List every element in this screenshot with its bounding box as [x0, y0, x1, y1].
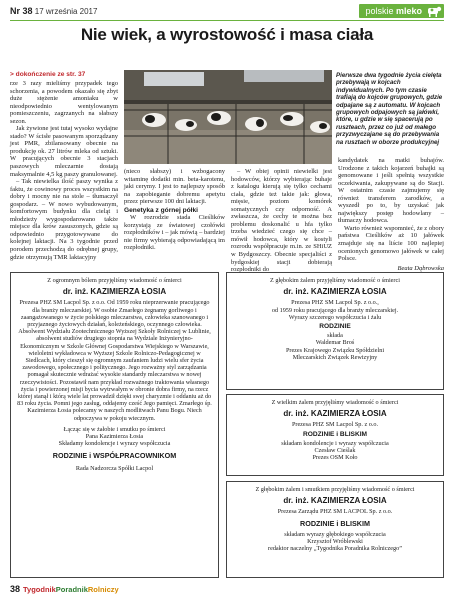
- subheading: Genetyka z górnej półki: [124, 206, 199, 214]
- obituary-lead: Z ogromnym bólem przyjęliśmy wiadomość o śmierci: [47, 277, 182, 284]
- paragraph: – W obiej opinii niewielki jest hodowców, którzy wybierając buhaje z katalogu kierują się tylko cechami ciała, gdzie też takie jak: głowa, mięsie, poziom komórek somatycznych czy odporność. A zwłaszcza, że cechy te można bez problemu doskonalić u hfa tylko trzeba wiedzieć czego się chce – mówił hodowca, który w kostyli rozrodu współpracuje m.in. ze SHiUZ w Bydgoszczy. Obecnie specjaliści z bydgoskiej stacji dobierają rozpłodniki do: [231, 168, 332, 274]
- article-column-1: [10, 80, 118, 261]
- obituary-lead: Z głębokim żalem przyjęliśmy wiadomość o śmierci: [270, 277, 400, 284]
- obituary-line: Czesław Cieślak: [314, 447, 356, 455]
- cow-icon: [426, 4, 442, 18]
- obituary-line: Prezes Krajowego Związku Spółdzielni: [285, 346, 385, 354]
- page-number: 38: [10, 584, 21, 594]
- obituary-line: Prezesa PHZ SM Lacpol Sp. z o.o.,: [291, 299, 379, 307]
- paragraph: Warto również wspomnieć, że z obory państwa Cieślików aż 10 jałówek zmajduje się na liście 100 najlepiej ocenionych genomowo jałówek w całej Polsce.: [338, 224, 444, 263]
- page-footer: [10, 584, 119, 594]
- obituary-line: składam wyrazy głębokiego współczucia: [284, 530, 386, 538]
- header-rule: [10, 20, 444, 21]
- photo-caption: Pierwsze dwa tygodnie życia cielęta przebywają w kojcach indywidualnych. Po tym czasie trafiają do kojców grupowych, gdzie odpajane są z automatu. W kojcach grupowych odpajowych są jałówki, które, u gdzie w się spacerują po ruszteach, przez co już od małego przyzwyczajane są do przebywania na rusztach w oborze produkcyjnej: [336, 72, 443, 146]
- paragraph: rze 3 razy mieliśmy przypadek tego schorzenia, a powodem okazało się zbyt duże stężenie amoniaku w nieodpowiednio wentylowanym pomieszczeniu, zagrzanych na słabszy sezon.: [10, 80, 118, 125]
- obituary-line: od 1959 roku pracującego dla branży mleczarskiej.: [271, 306, 399, 314]
- obituary-closing: Łącząc się w żałobie i smutku po śmierci: [63, 425, 166, 433]
- footer-brand-part: Tygodnik: [23, 585, 56, 594]
- obituary-closing: Pana Kazimierza Łosia: [85, 433, 144, 441]
- article-headline: Nie wiek, a wyrostowość i masa ciała: [80, 25, 374, 44]
- page-header: [10, 3, 444, 21]
- issue-number: Nr 38: [10, 6, 33, 16]
- obituary-lead: Z głębokim żalem i smutkiem przyjęliśmy wiadomość o śmierci: [255, 486, 415, 493]
- obituary-line: Prezes OSM Koło: [312, 454, 358, 462]
- obituary-addressee: RODZINIE: [319, 323, 351, 331]
- obituary-signature: Rada Nadzorcza Spółki Lacpol: [75, 464, 154, 472]
- obituary-line: składa: [327, 332, 343, 340]
- continuation-note: > dokończenie ze str. 37: [10, 71, 86, 78]
- obituary-body: Prezesa PHZ SM Lacpol Sp. z o.o. Od 1959 roku nieprzerwanie pracującego dla branży mleczarskiej. W osobie Zmarłego żegnamy gorliwego i zaangażowanego w życie polskiego mleczarstwa, człowieka szanowanego i przyjaznego życiowych działań, koleżeńskiego, oczynnego człowieka. Absolwent Wydziału Zootechnicznego Wyższej Szkoły Rolniczej w Lublinie, absolwent studiów drugiego stopnia na Wydziale Inżynieryjno-Ekonomicznym w Szkole Głównej Gospodarstwa Wiejskiego w Warszawie, wieloletni wykładowca w Wyższej Szkole Rolniczo-Pedagogicznej w Siedlcach, który cieszył się ogromnym zaufaniem ludzi wielu sfer życia zawodowego, społecznego i politycznego. Jego rozważny styl zarządzania pomagał skutecznie wdrażać wysokie standardy mleczarstwa w nowej rzeczywistości. Pozostawił nam przykład rozważnego traktowania własnego życia i powierzonej misji bycia wytrwałym w obronie dobra firmy, na rzecz której stanął i którą wiele lat prowadził dzięki swej charyzmie i oddaniu aż do 83 roku życia. Pomni jego zasług, oddajemy cześć Jego pamięci. Zmarłego śp. Kazimierza Łosia polecamy w naszych modlitwach Panu Bogu. Niech odpoczywa w pokoju wiecznym.: [17, 299, 212, 422]
- obituary-box-tpr: [226, 481, 444, 578]
- obituary-line: składam kondolencje i wyrazy współczucia: [281, 439, 389, 447]
- obituary-closing: Składamy kondolencje i wyrazy współczucia: [58, 440, 171, 448]
- obituary-box-kzsm: [226, 272, 444, 390]
- author-signature: Beata Dąbrowska: [397, 264, 444, 272]
- obituary-addressee: RODZINIE i BLISKIM: [302, 430, 368, 438]
- footer-brand-part: Rolniczy: [87, 585, 119, 594]
- obituary-line: Prezesa PHZ SM Lacpol Sp. z o.o.: [291, 421, 379, 429]
- obituary-line: Mleczarskich Związek Rewizyjny: [292, 353, 378, 361]
- obituary-lead: Z wielkim żalem przyjęliśmy wiadomość o śmierci: [271, 399, 399, 406]
- obituary-line: Wyrazy szczerego współczucia i żalu: [288, 313, 382, 321]
- obituary-name: dr. inż. KAZIMIERZA ŁOSIA: [283, 287, 387, 297]
- section-word-polskie: polskie: [365, 6, 394, 16]
- obituary-line: Prezesa Zarządu PHZ SM LACPOL Sp. z o.o.: [277, 508, 393, 516]
- obituary-box-lacpol-board: [10, 272, 219, 578]
- paragraph: W rozrodzie stada Cieślików korzystają ze światowej czołówki rozpłodników i – jak mówią – bardziej nie firmy wybierają odpowiadającą im rozpłodniki.: [124, 214, 225, 252]
- obituary-addressee: RODZINIE i WSPÓŁPRACOWNIKOM: [52, 451, 177, 461]
- obituary-name: dr. inż. KAZIMIERZA ŁOSIA: [283, 409, 387, 419]
- issue-info: [10, 6, 97, 16]
- barn-photo-graphic: [124, 70, 332, 164]
- obituary-name: dr. inż. KAZIMIERZA ŁOSIA: [283, 496, 387, 506]
- obituary-line: redaktor naczelny „Tygodnika Poradnika Rolniczego”: [268, 545, 402, 553]
- paragraph: (nieco słabszy) i wzbogacony witaminę dodatki min. beta-karotenu, jaki cerymy. I jest to najlepszy sposób na zapobieganie dobremu apetytu przez pierwsze 100 dni laktacji.: [124, 168, 225, 206]
- issue-date: 17 września 2017: [34, 7, 98, 16]
- article-photo-calves: [124, 70, 332, 164]
- obituary-line: Waldemar Broś: [315, 339, 355, 347]
- article-column-4: [338, 157, 444, 272]
- paragraph: kandydatek na matki buhajów. Urodzone z takich kojarzeń buhajki są genomowane i jeśli spełnią wszystkie oczekiwania, zakupywane są do Stacji. W ostatnim czasie zajmujemy się również transferem zarodków, a wyszedł po to, by uzyskać jak największy postęp hodowlany – tłumaczy hodowca.: [338, 157, 444, 225]
- obituary-line: Krzysztof Wróblewski: [307, 538, 363, 546]
- article-column-2: [124, 168, 225, 252]
- obituary-name: dr. inż. KAZIMIERZA ŁOSIA: [62, 287, 167, 297]
- paragraph: – Tak niewielka ilość paszy wynika z faktu, że cowinowy proces wszystkim na dobry i mocny nie na stole – tłumaczył gospodarz. – W nowo wybudowanym, komfortowym budynku dla cieląt i młodzieży wygospodarowano także miejsce dla krów zasuszonych, gdzie są odpowiednio przygotowywane do kolejnej laktacji. Na 3 tygodnie przed porodem przechodzą do odrębnej grupy, gdzie otrzymują TMR laktacyjny: [10, 178, 118, 261]
- paragraph: Jak żywione jest tutaj wysoko wydajne stado? W ścisłe pasowanym sporządzany jest PMR, zbilansowany obecnie na produkcję ok. 27 litrów mleka od sztuki. W pracujących obecnie 3 stacjach paszowych mleczarnie dostają maksymalnie 4,5 kg paszy granulowanej.: [10, 125, 118, 178]
- obituary-addressee: RODZINIE i BLISKIM: [300, 518, 370, 528]
- article-column-3: [231, 168, 332, 274]
- section-word-mleko: mleko: [395, 6, 422, 16]
- obituary-box-osm-kolo: [226, 394, 444, 476]
- footer-brand-part: Poradnik: [55, 585, 88, 594]
- section-logo: [359, 3, 444, 19]
